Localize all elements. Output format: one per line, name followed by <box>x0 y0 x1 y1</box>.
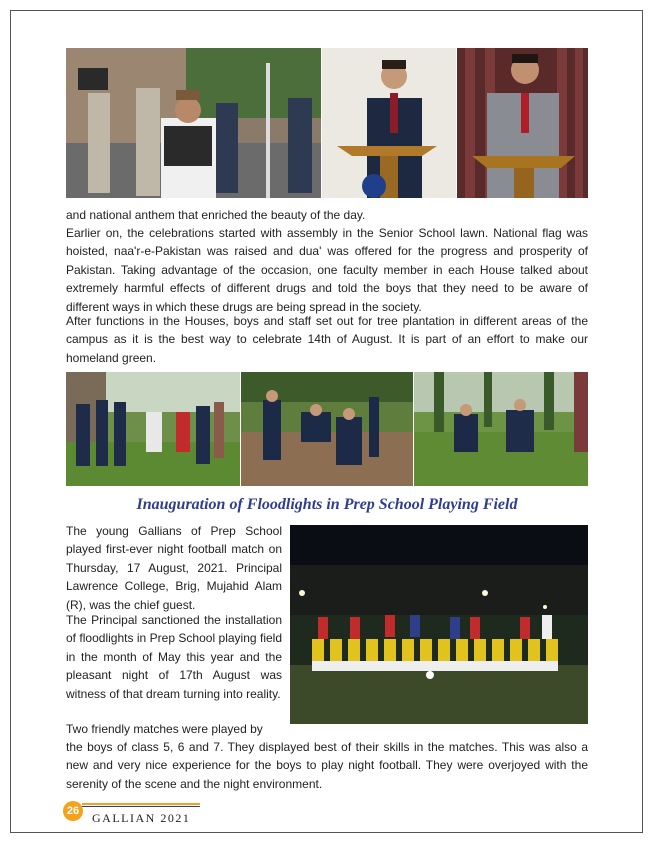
paragraph-anthem: and national anthem that enriched the beauty of the day. <box>66 208 366 222</box>
paragraph-floodlight-installation: The Principal sanctioned the installation of floodlights in Prep School playing field in the month of May this year and the pleasant night of 17th August was witness of that dream turning into reality. <box>66 613 282 701</box>
paragraph-tree-plantation: After functions in the Houses, boys and staff set out for tree plantation in different areas of the campus as it is the best way to celebrate 14th of August. It is part of an effort to make our homeland green. <box>66 314 588 365</box>
photo-tree-plantation-planting <box>414 372 588 486</box>
footer-rule-orange <box>82 803 200 805</box>
photo-night-football-team <box>290 525 588 724</box>
paragraph-assembly: Earlier on, the celebrations started with assembly in the Senior School lawn. National flag was hoisted, naa'r-e-Pakistan was raised and dua' was offered for the progress and prosperity of Pakistan. Taking advantage of the occasion, one faculty member in each House talked about extremely harmful effects of different drugs and told the boys that they need to be aware of different ways in which these drugs are being spread in the society. <box>66 226 588 314</box>
photo-tree-plantation-digging <box>241 372 413 486</box>
photo-tree-plantation-group <box>66 372 240 486</box>
footer-rule-blue <box>82 806 200 807</box>
page-number-badge: 26 <box>63 801 83 821</box>
photo-flag-hoisting-dua <box>66 48 321 198</box>
section-heading: Inauguration of Floodlights in Prep School Playing Field <box>136 496 518 513</box>
paragraph-friendly-matches: Two friendly matches were played by <box>66 722 263 736</box>
photo-teacher-speaker <box>457 48 588 198</box>
paragraph-friendly-matches-continued: the boys of class 5, 6 and 7. They displayed best of their skills in the matches. This was also a new and very nice experience for the boys to play night football. They were overjoyed with the serenity of the scene and the night environment. <box>66 740 588 791</box>
paragraph-first-night-match: The young Gallians of Prep School played first-ever night football match on Thursday, 17 August, 2021. Principal Lawrence College, Brig, Mujahid Alam (R), was the chief guest. <box>66 524 282 612</box>
publication-title: GALLIAN 2021 <box>92 811 191 825</box>
photo-student-speaker <box>322 48 456 198</box>
